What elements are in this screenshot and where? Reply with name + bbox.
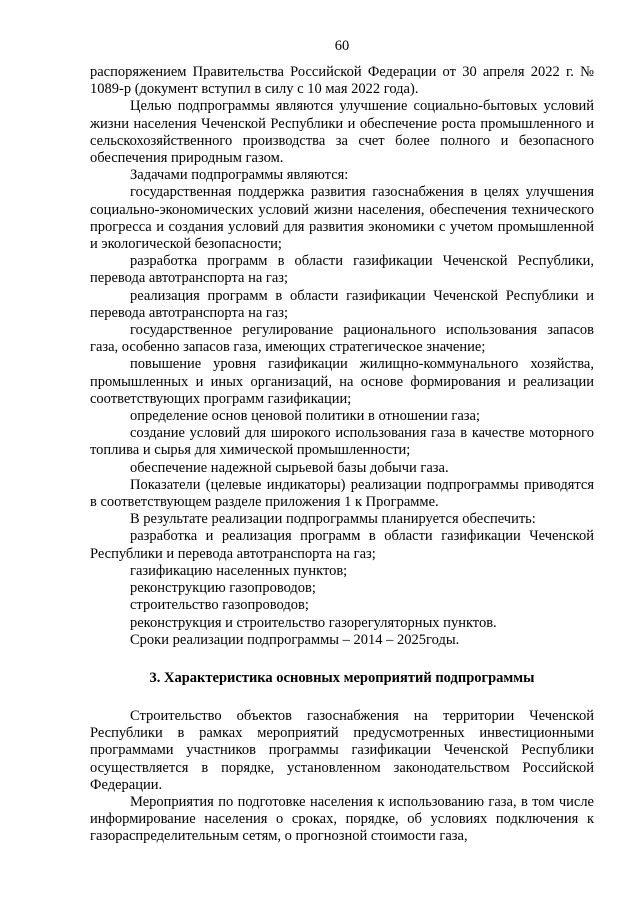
paragraph: реализация программ в области газификации Чеченской Республики и перевода автотранспорта на газ; — [90, 287, 594, 321]
paragraph: В результате реализации подпрограммы планируется обеспечить: — [130, 511, 536, 528]
paragraph: распоряжением Правительства Российской Федерации от 30 апреля 2022 г. № 1089-р (документ вступил в силу с 10 мая 2022 года). — [90, 64, 594, 98]
paragraph: государственное регулирование рационального использования запасов газа, особенно запасов газа, имеющих стратегическое значение; — [90, 322, 594, 356]
paragraph: создание условий для широкого использования газа в качестве моторного топлива и сырья для химической промышленности; — [90, 425, 594, 459]
paragraph: повышение уровня газификации жилищно-коммунального хозяйства, промышленных и иных организаций, на основе формирования и реализации соответствующих программ газификации; — [90, 356, 594, 407]
paragraph: Строительство объектов газоснабжения на территории Чеченской Республики в рамках мероприятий предусмотренных инвестиционными программами участников программы газификации Чеченской Республики осуществляется в порядке, установленном законодательством Российской Федерации. — [90, 707, 594, 793]
paragraph: определение основ ценовой политики в отношении газа; — [130, 408, 480, 425]
paragraph: обеспечение надежной сырьевой базы добычи газа. — [130, 459, 449, 476]
paragraph: Мероприятия по подготовке населения к использованию газа, в том числе информирование населения о сроках, порядке, об условиях подключения к газораспределительным сетям, о прогнозной стоимости газа, — [90, 793, 594, 845]
paragraph: разработка программ в области газификации Чеченской Республики, перевода автотранспорта на газ; — [90, 253, 594, 287]
section-heading: 3. Характеристика основных мероприятий подпрограммы — [149, 669, 535, 686]
paragraph: Показатели (целевые индикаторы) реализации подпрограммы приводятся в соответствующем разделе приложения 1 к Программе. — [90, 476, 594, 511]
page-number: 60 — [334, 38, 350, 54]
paragraph: реконструкция и строительство газорегуляторных пунктов. — [130, 614, 497, 631]
paragraph: газификацию населенных пунктов; — [130, 562, 348, 579]
paragraph: строительство газопроводов; — [130, 597, 309, 614]
paragraph: Целью подпрограммы являются улучшение социально-бытовых условий жизни населения Чеченской Республики и обеспечение роста промышленного и сельскохозяйственного производства за счет более полного и безопасного обеспечения природным газом. — [90, 98, 594, 167]
paragraph: разработка и реализация программ в области газификации Чеченской Республики и перевода автотранспорта на газ; — [90, 528, 594, 562]
paragraph: Задачами подпрограммы являются: — [130, 167, 349, 184]
paragraph: Сроки реализации подпрограммы – 2014 – 2025годы. — [130, 631, 460, 648]
paragraph: реконструкцию газопроводов; — [130, 580, 316, 597]
paragraph: государственная поддержка развития газоснабжения в целях улучшения социально-экономических условий жизни населения, обеспечения технического прогресса и создания условий для развития экономики с учетом промышленной и экологической безопасности; — [90, 184, 594, 253]
